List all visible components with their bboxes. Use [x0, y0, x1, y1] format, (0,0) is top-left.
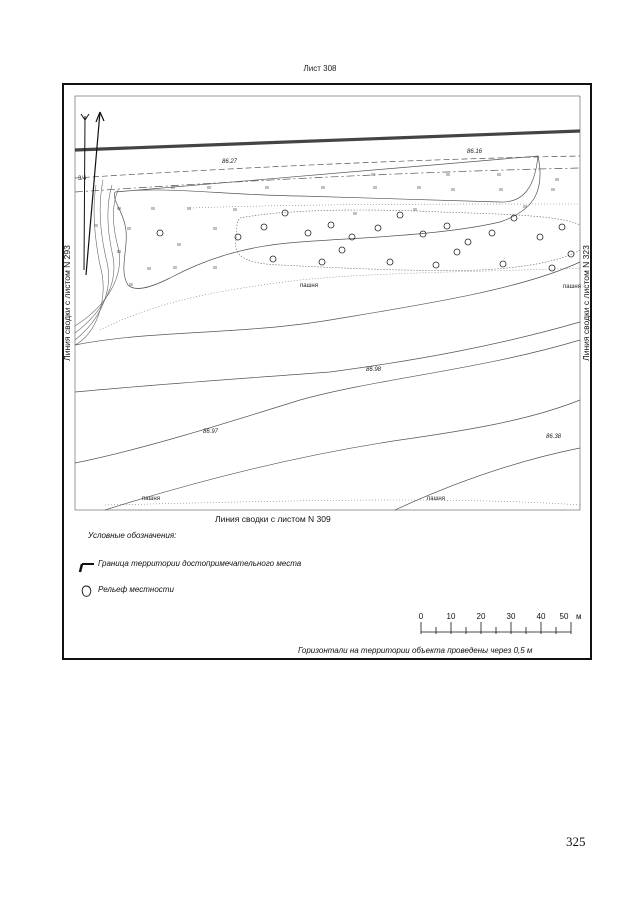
relief-circle [319, 259, 325, 265]
contour-86-97 [75, 340, 580, 463]
ploughland-label: пашня [427, 496, 445, 502]
legend-item-label: Рельеф местности [98, 585, 174, 594]
relief-circle [270, 256, 276, 262]
relief-circle [397, 212, 403, 218]
ploughland-label: пашня [142, 496, 160, 502]
dashed-line-1 [75, 156, 580, 178]
relief-circle [339, 247, 345, 253]
boundary-pointer-line [84, 116, 85, 270]
scale-tick-label: 0 [418, 612, 424, 621]
relief-circles [157, 210, 574, 271]
relief-circle [328, 222, 334, 228]
north-arrow-shaft [86, 112, 100, 275]
field-outline [114, 156, 540, 289]
contour-86-98-b [75, 322, 580, 392]
relief-circle [500, 261, 506, 267]
scale-tick-label: 40 [536, 612, 546, 621]
relief-circle [549, 265, 555, 271]
relief-circle [375, 225, 381, 231]
bottom-edge-label: Линия сводки с листом N 309 [215, 514, 331, 524]
relief-circle [157, 230, 163, 236]
right-edge-label: Линия сводки с листом N 323 [581, 245, 591, 361]
scale-tick-label: 30 [506, 612, 516, 621]
contour-label: 86.38 [546, 434, 562, 440]
relief-circle [444, 223, 450, 229]
contour-label: 86.97 [203, 429, 219, 435]
top-left-mark: 3/4 [78, 176, 87, 182]
contour-label: 86.16 [467, 149, 483, 155]
contour-label: 86.98 [366, 367, 382, 373]
contour-label: 86.27 [222, 159, 238, 165]
dashed-line-2 [75, 168, 580, 192]
ploughland-label: пашня [300, 283, 318, 289]
relief-circle [235, 234, 241, 240]
scale-bar [421, 622, 571, 634]
boundary-marker-icon [80, 564, 94, 572]
relief-circle [433, 262, 439, 268]
relief-circle [489, 230, 495, 236]
scale-unit: м [576, 612, 582, 621]
relief-circle [282, 210, 288, 216]
relief-circle [537, 234, 543, 240]
inner-frame [75, 96, 580, 510]
scale-tick-label: 10 [446, 612, 456, 621]
relief-circle [559, 224, 565, 230]
contour-interval-note: Горизонтали на территории объекта проведены через 0,5 м [298, 646, 533, 655]
left-edge-label: Линия сводки с листом N 293 [62, 245, 72, 361]
relief-circle [454, 249, 460, 255]
scale-tick-label: 50 [559, 612, 569, 621]
contour-left-4 [75, 190, 120, 326]
contour-86-38 [105, 400, 580, 510]
relief-circle [305, 230, 311, 236]
sheet-title: Лист 308 [303, 64, 337, 73]
relief-circle [261, 224, 267, 230]
legend-title: Условные обозначения: [88, 531, 177, 540]
relief-area-outline [236, 210, 580, 271]
ploughland-label: пашня [563, 284, 581, 290]
relief-circle [465, 239, 471, 245]
scale-tick-label: 20 [476, 612, 486, 621]
relief-circle [568, 251, 574, 257]
contour-bottom [395, 448, 580, 510]
relief-circle [349, 234, 355, 240]
territory-boundary-line [75, 131, 580, 150]
dotted-line-3 [190, 204, 580, 208]
legend-item-label: Граница территории достопримечательного места [98, 559, 302, 568]
dotted-bottom-line [105, 500, 580, 505]
relief-circle-icon [82, 586, 91, 596]
page-number: 325 [566, 834, 586, 849]
contour-86-98 [75, 262, 580, 345]
relief-circle [387, 259, 393, 265]
